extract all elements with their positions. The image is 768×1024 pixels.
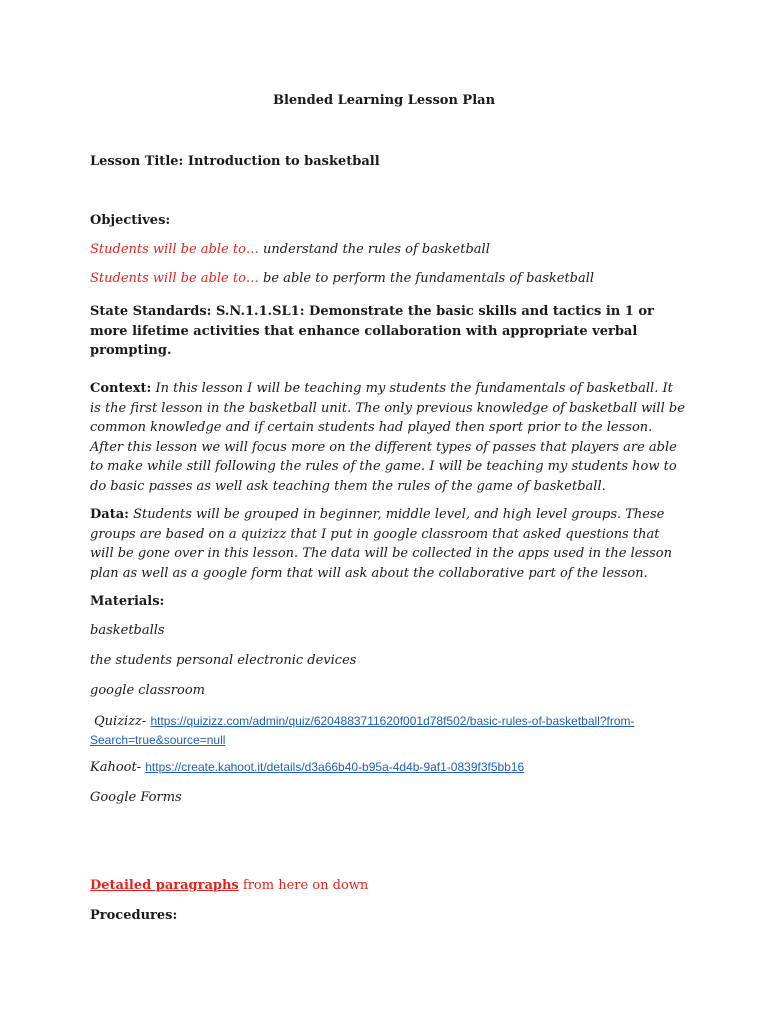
lesson-title (90, 154, 685, 169)
materials-heading: Materials: (90, 594, 165, 609)
google-forms-item: Google Forms (90, 790, 182, 805)
objective-prefix: Students will be able to… (90, 242, 259, 257)
procedures-heading: Procedures: (90, 908, 178, 923)
detailed-paragraphs-link[interactable]: Detailed paragraphs (90, 878, 239, 893)
objective-item (90, 242, 685, 257)
context-text: In this lesson I will be teaching my students the fundamentals of basketball. It is the first lesson in the basketball unit. The only previous knowledge of basketball will be common knowledge and if certain students had played then sport prior to the lesson. After this lesson we will focus more on the different types of passes that players are able to make while still following the rules of the game. I will be teaching my students how to do basic passes as well ask teaching them the rules of the game of basketball. (90, 381, 685, 494)
data-label: Data: (90, 507, 129, 522)
quizizz-label: Quizizz- (94, 714, 147, 729)
lesson-title-label: Lesson Title: (90, 154, 184, 169)
quizizz-link[interactable]: https://quizizz.com/admin/quiz/6204883711620f001d78f502/basic-rules-of-basketball?from- Search=true&source=null (90, 714, 635, 747)
quizizz-line (90, 712, 685, 750)
data-paragraph (90, 505, 685, 583)
objective-text: understand the rules of basketball (263, 242, 490, 257)
detailed-paragraphs-note (90, 878, 685, 893)
state-standards: State Standards: S.N.1.1.SL1: Demonstrate the basic skills and tactics in 1 or more lifetime activities that enhance collaboration with appropriate verbal prompting. (90, 304, 654, 358)
kahoot-line (90, 760, 685, 775)
lesson-title-value: Introduction to basketball (187, 154, 380, 169)
material-item: google classroom (90, 683, 206, 698)
document-title: Blended Learning Lesson Plan (272, 93, 496, 108)
objectives-heading: Objectives: (90, 213, 171, 228)
detailed-paragraphs-rest: from here on down (242, 878, 369, 893)
context-label: Context: (90, 381, 152, 396)
data-text: Students will be grouped in beginner, middle level, and high level groups. These groups are based on a quizizz that I put in google classroom that asked questions that will be gone over in this lesson. The data will be collected in the apps used in the lesson plan as well as a google form that will ask about the collaborative part of the lesson. (90, 507, 672, 581)
material-item: the students personal electronic devices (90, 653, 357, 668)
material-item: basketballs (90, 623, 165, 638)
objective-prefix: Students will be able to… (90, 271, 259, 286)
objective-item (90, 271, 685, 286)
kahoot-link[interactable]: https://create.kahoot.it/details/d3a66b40-b95a-4d4b-9af1-0839f3f5bb16 (145, 760, 525, 774)
objective-text: be able to perform the fundamentals of basketball (263, 271, 595, 286)
context-paragraph (90, 379, 685, 496)
kahoot-label: Kahoot- (90, 760, 142, 775)
